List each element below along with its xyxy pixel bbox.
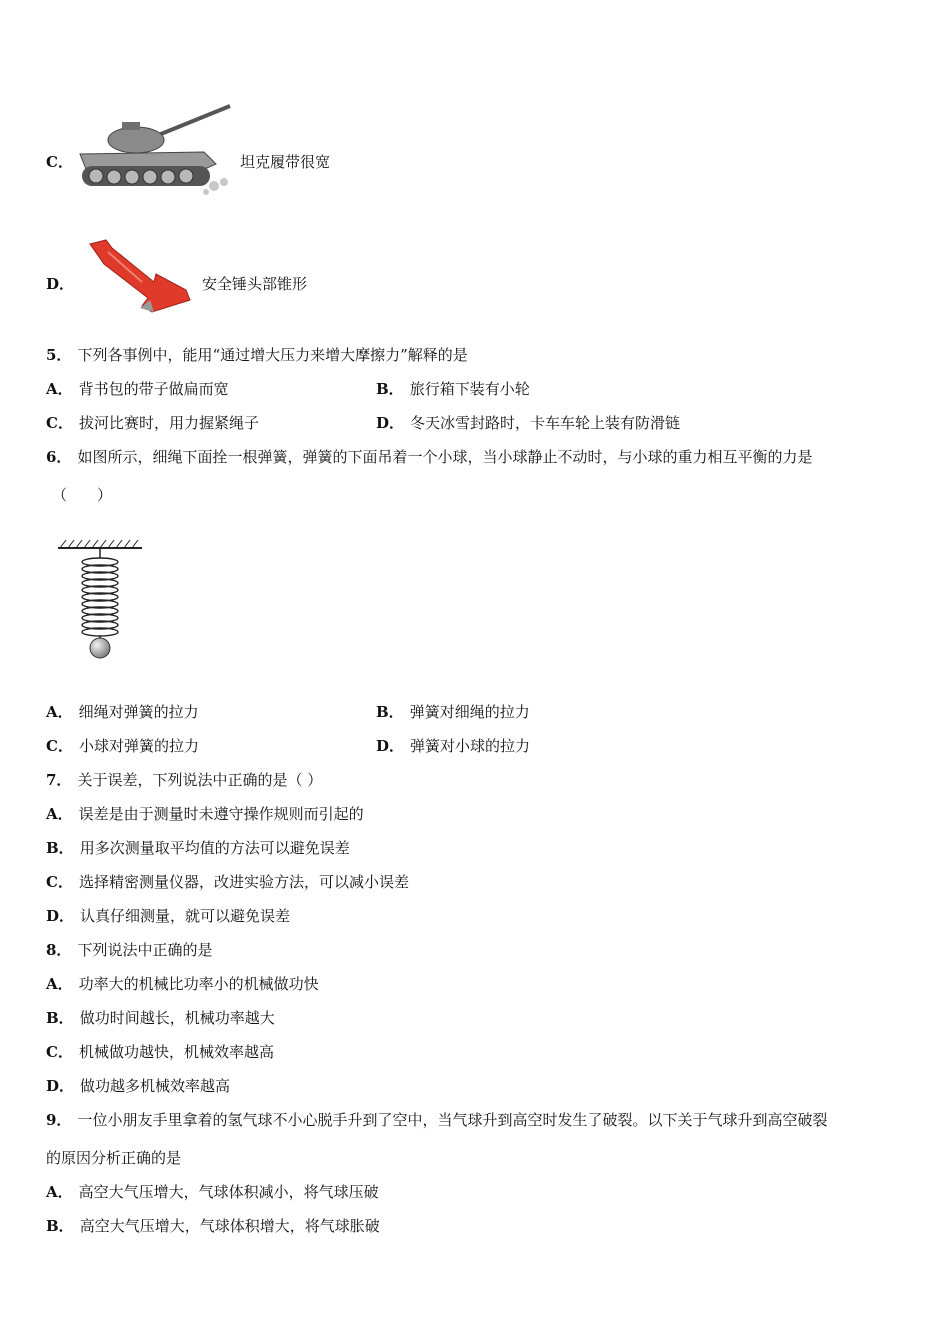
q5-stem [46,345,468,365]
option-text: 小球对弹簧的拉力 [78,737,199,755]
q6-option-d [376,736,530,756]
q6-option-c [46,736,199,756]
option-text: 冬天冰雪封路时，卡车车轮上装有防滑链 [410,414,681,432]
option-letter: B． [46,1009,74,1027]
option-letter: A． [46,975,73,993]
q7-option-c [46,872,409,892]
q6-answer-blank: （ ） [52,486,113,504]
question-number: 5． [46,346,72,364]
q5-option-d [376,413,680,433]
q7-option-d [46,906,290,926]
option-text: 误差是由于测量时未遵守操作规则而引起的 [78,805,364,823]
q9-option-a [46,1182,379,1202]
q5-option-c [46,413,259,433]
option-text: 拔河比赛时，用力握紧绳子 [78,414,259,432]
option-text: 做功时间越长，机械功率越大 [79,1009,275,1027]
q5-option-b [376,379,530,399]
option-letter: C． [46,873,73,891]
option-text: 弹簧对细绳的拉力 [409,703,530,721]
q6-stem [46,447,812,467]
option-text: 背书包的带子做扁而宽 [78,380,229,398]
option-letter: A． [46,380,73,398]
option-text: 高空大气压增大，气球体积减小，将气球压破 [78,1183,379,1201]
q8-option-c [46,1042,274,1062]
option-letter: C． [46,737,73,755]
option-letter: D． [46,907,75,925]
q4-option-d-text: 安全锤头部锥形 [202,275,308,293]
q9-option-b [46,1216,380,1236]
question-text: 下列说法中正确的是 [77,941,213,959]
q8-option-b [46,1008,275,1028]
option-letter: B． [46,839,74,857]
option-letter: B． [46,1217,74,1235]
option-letter: B． [376,380,404,398]
spring-ball-figure [56,536,146,660]
option-text: 弹簧对小球的拉力 [410,737,531,755]
option-letter: D． [46,275,75,293]
q6-option-a [46,702,199,722]
option-text: 细绳对弹簧的拉力 [78,703,199,721]
option-text: 选择精密测量仪器，改进实验方法，可以减小误差 [78,873,409,891]
option-letter: A． [46,1183,73,1201]
safety-hammer-image [82,238,198,316]
question-text: 一位小朋友手里拿着的氢气球不小心脱手升到了空中，当气球升到高空时发生了破裂。以下关于气球升到高空破裂 [77,1111,828,1129]
option-text: 旅行箱下装有小轮 [409,380,530,398]
option-text: 用多次测量取平均值的方法可以避免误差 [79,839,350,857]
option-letter: D． [46,1077,75,1095]
q9-stem-line-1 [46,1110,827,1130]
option-letter: A． [46,703,73,721]
q8-option-d [46,1076,230,1096]
option-letter: C． [46,153,73,171]
option-text: 机械做功越快，机械效率越高 [78,1043,274,1061]
option-text: 高空大气压增大，气球体积增大，将气球胀破 [79,1217,380,1235]
question-number: 6． [46,448,72,466]
question-text: 关于误差，下列说法中正确的是（ ） [77,771,323,789]
option-letter: C． [46,1043,73,1061]
question-number: 8． [46,941,72,959]
option-text: 做功越多机械效率越高 [80,1077,231,1095]
option-text: 认真仔细测量，就可以避免误差 [80,907,291,925]
option-letter: B． [376,703,404,721]
option-letter: D． [376,737,405,755]
option-letter: C． [46,414,73,432]
question-number: 9． [46,1111,72,1129]
q7-option-b [46,838,350,858]
q4-option-d [46,274,80,294]
tank-image [74,102,234,198]
q9-stem-line-2: 的原因分析正确的是 [46,1149,182,1167]
question-text: 下列各事例中，能用“通过增大压力来增大摩擦力”解释的是 [77,346,468,364]
q6-option-b [376,702,530,722]
option-letter: A． [46,805,73,823]
question-number: 7． [46,771,72,789]
q7-stem [46,770,322,790]
question-text: 如图所示，细绳下面拴一根弹簧，弹簧的下面吊着一个小球，当小球静止不动时，与小球的重力相互平衡的力是 [77,448,813,466]
q5-option-a [46,379,229,399]
q8-option-a [46,974,319,994]
q8-stem [46,940,212,960]
option-text: 功率大的机械比功率小的机械做功快 [78,975,319,993]
option-letter: D． [376,414,405,432]
q4-option-c-text: 坦克履带很宽 [240,153,331,171]
q7-option-a [46,804,364,824]
